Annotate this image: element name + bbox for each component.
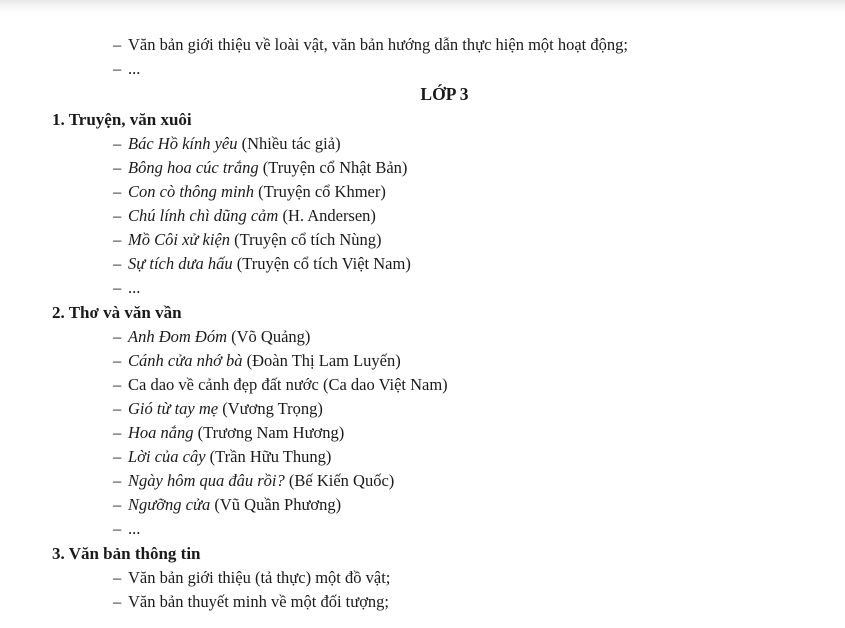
list-item	[0, 469, 845, 493]
list-item-text: ...	[128, 59, 141, 78]
work-title: Chú lính chì dũng cảm	[128, 206, 279, 225]
list-item-text: Văn bản giới thiệu (tả thực) một đồ vật;	[128, 568, 391, 587]
list-item	[0, 517, 845, 541]
list-item-dash: –	[113, 35, 122, 54]
list-item-text: Ca dao về cảnh đẹp đất nước (Ca dao Việt Nam)	[128, 375, 448, 394]
list-item	[0, 33, 845, 57]
intro-list	[0, 33, 845, 81]
work-author-note: (Truyện cổ Nhật Bản)	[262, 158, 408, 177]
list-item	[0, 132, 845, 156]
work-author-note: (Truyện cổ tích Việt Nam)	[236, 254, 411, 273]
list-item-dash: –	[113, 59, 122, 78]
work-title: Mồ Côi xử kiện	[128, 230, 231, 249]
list-item-dash: –	[113, 230, 122, 249]
list-item-text: ...	[128, 519, 141, 538]
work-author-note: (Nhiều tác giả)	[241, 134, 341, 153]
work-title: Con cò thông minh	[128, 182, 255, 201]
list-item-dash: –	[113, 423, 122, 442]
work-author-note: (Vũ Quần Phương)	[214, 495, 342, 514]
grade-heading: LỚP 3	[420, 84, 469, 104]
list-item-dash: –	[113, 206, 122, 225]
list-item	[0, 180, 845, 204]
work-title: Anh Đom Đóm	[128, 327, 227, 346]
list-item-dash: –	[113, 351, 122, 370]
list-item	[0, 252, 845, 276]
list-item-dash: –	[113, 375, 122, 394]
list-item-text: Văn bản giới thiệu về loài vật, văn bản hướng dẫn thực hiện một hoạt động;	[128, 35, 628, 54]
list-item-dash: –	[113, 592, 122, 611]
list-item	[0, 325, 845, 349]
work-title: Ngày hôm qua đâu rồi?	[128, 471, 285, 490]
work-author-note: (Trương Nam Hương)	[197, 423, 345, 442]
work-author-note: (Trần Hữu Thung)	[209, 447, 332, 466]
work-author-note: (Vương Trọng)	[222, 399, 323, 418]
work-title: Bác Hồ kính yêu	[128, 134, 238, 153]
list-item	[0, 228, 845, 252]
work-title: Cánh cửa nhớ bà	[128, 351, 243, 370]
list-item-dash: –	[113, 399, 122, 418]
list-item-dash: –	[113, 447, 122, 466]
list-item-dash: –	[113, 278, 122, 297]
section-heading: 1. Truyện, văn xuôi	[52, 110, 192, 129]
work-title: Lời của cây	[128, 447, 206, 466]
list-item	[0, 421, 845, 445]
section-heading: 2. Thơ và văn vần	[52, 303, 182, 322]
list-item-dash: –	[113, 134, 122, 153]
list-item-dash: –	[113, 471, 122, 490]
list-item	[0, 373, 845, 397]
list-item	[0, 493, 845, 517]
work-author-note: (Đoàn Thị Lam Luyến)	[246, 351, 401, 370]
list-item-dash: –	[113, 254, 122, 273]
work-title: Bông hoa cúc trắng	[128, 158, 259, 177]
section-heading: 3. Văn bản thông tin	[52, 544, 201, 563]
work-author-note: (Truyện cổ Khmer)	[258, 182, 386, 201]
list-item-dash: –	[113, 568, 122, 587]
work-title: Hoa nắng	[128, 423, 194, 442]
list-item-text: Văn bản thuyết minh về một đối tượng;	[128, 592, 390, 611]
list-item	[0, 156, 845, 180]
work-title: Sự tích dưa hấu	[128, 254, 233, 273]
work-title: Gió từ tay mẹ	[128, 399, 219, 418]
list-item	[0, 349, 845, 373]
list-item	[0, 566, 845, 590]
list-item-dash: –	[113, 519, 122, 538]
list-item-dash: –	[113, 182, 122, 201]
list-item-dash: –	[113, 495, 122, 514]
list-item	[0, 445, 845, 469]
list-item-dash: –	[113, 158, 122, 177]
work-author-note: (H. Andersen)	[282, 206, 376, 225]
list-item	[0, 276, 845, 300]
list-item	[0, 397, 845, 421]
work-title: Ngưỡng cửa	[128, 495, 211, 514]
work-author-note: (Võ Quảng)	[231, 327, 311, 346]
sections	[0, 107, 845, 614]
list-item-dash: –	[113, 327, 122, 346]
work-author-note: (Bế Kiến Quốc)	[288, 471, 395, 490]
list-item	[0, 57, 845, 81]
list-item-text: ...	[128, 278, 141, 297]
list-item	[0, 590, 845, 614]
work-author-note: (Truyện cổ tích Nùng)	[234, 230, 382, 249]
list-item	[0, 204, 845, 228]
